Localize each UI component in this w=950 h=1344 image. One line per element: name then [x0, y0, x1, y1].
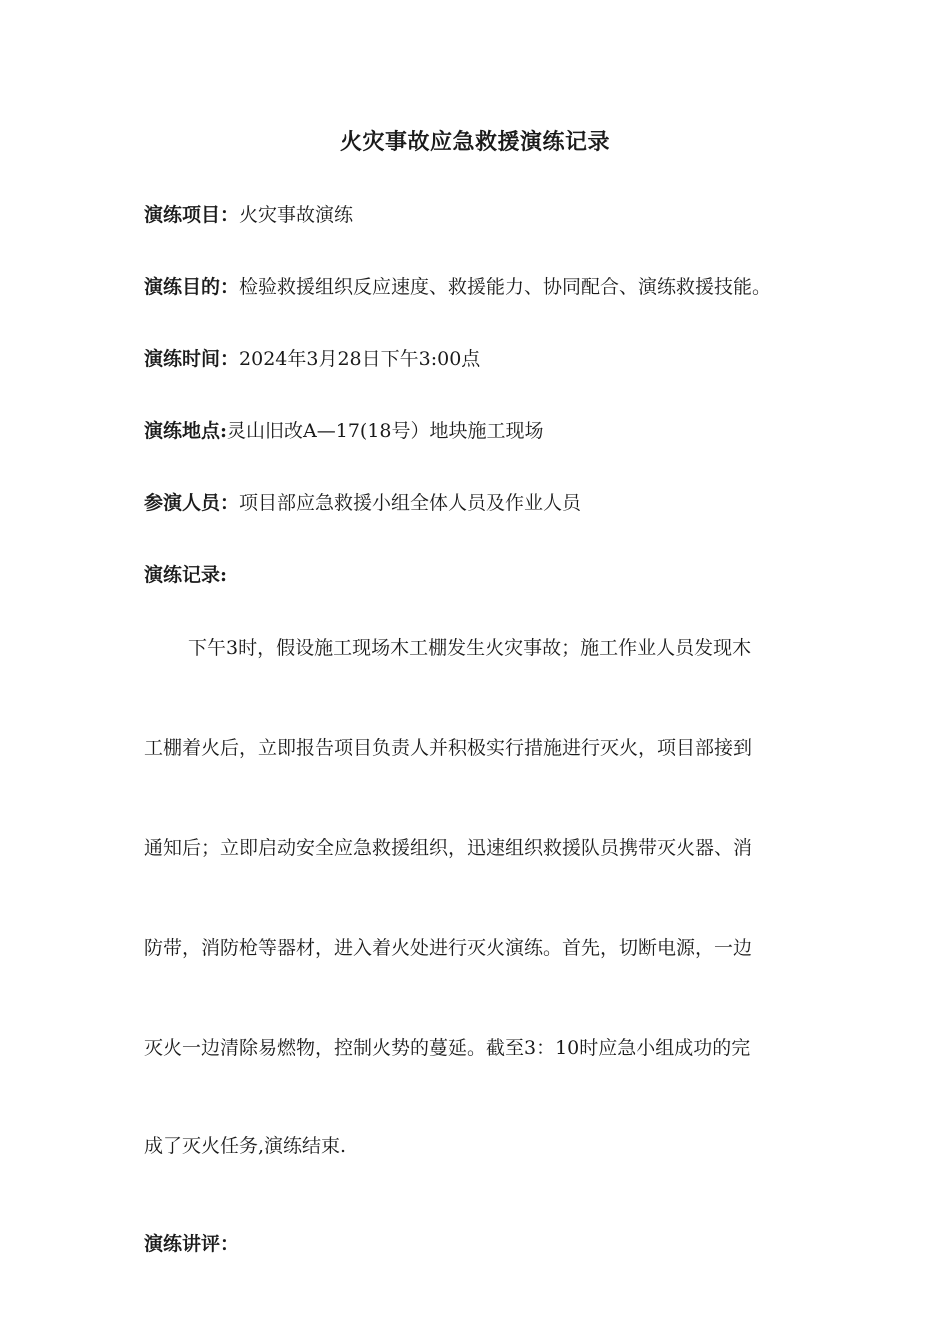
field-label: 演练目的： [144, 276, 240, 298]
field-value: 灵山旧改A—17(18号）地块施工现场 [227, 420, 544, 442]
field-label: 演练时间： [144, 348, 240, 370]
field-value: 火灾事故演练 [239, 204, 354, 226]
field-participants [144, 489, 581, 517]
drill-review-heading: 演练讲评： [144, 1233, 240, 1255]
field-drill-project [144, 201, 353, 229]
document-title: 火灾事故应急救援演练记录 [339, 129, 610, 155]
field-drill-location [144, 417, 544, 445]
field-value: 2024年3月28日下午3:00点 [239, 348, 481, 370]
field-value: 检验救援组织反应速度、救援能力、协同配合、演练救援技能。 [239, 276, 772, 298]
field-label: 演练地点: [144, 420, 228, 442]
record-line: 灭火一边清除易燃物，控制火势的蔓延。截至3：10时应急小组成功的完 [144, 1037, 751, 1059]
record-line: 防带，消防枪等器材，进入着火处进行灭火演练。首先，切断电源，一边 [144, 937, 753, 959]
record-line: 工棚着火后，立即报告项目负责人并积极实行措施进行灭火，项目部接到 [144, 737, 753, 759]
record-line: 下午3时，假设施工现场木工棚发生火灾事故；施工作业人员发现木 [188, 637, 752, 659]
field-label: 参演人员： [144, 492, 240, 514]
field-drill-record [144, 561, 227, 589]
record-line: 成了灭火任务,演练结束. [144, 1135, 347, 1157]
field-drill-purpose [144, 273, 771, 301]
field-drill-time [144, 345, 480, 373]
record-line: 通知后；立即启动安全应急救援组织，迅速组织救援队员携带灭火器、消 [144, 837, 753, 859]
field-value: 项目部应急救援小组全体人员及作业人员 [239, 492, 582, 514]
field-label: 演练记录: [144, 564, 228, 586]
field-label: 演练项目： [144, 204, 240, 226]
